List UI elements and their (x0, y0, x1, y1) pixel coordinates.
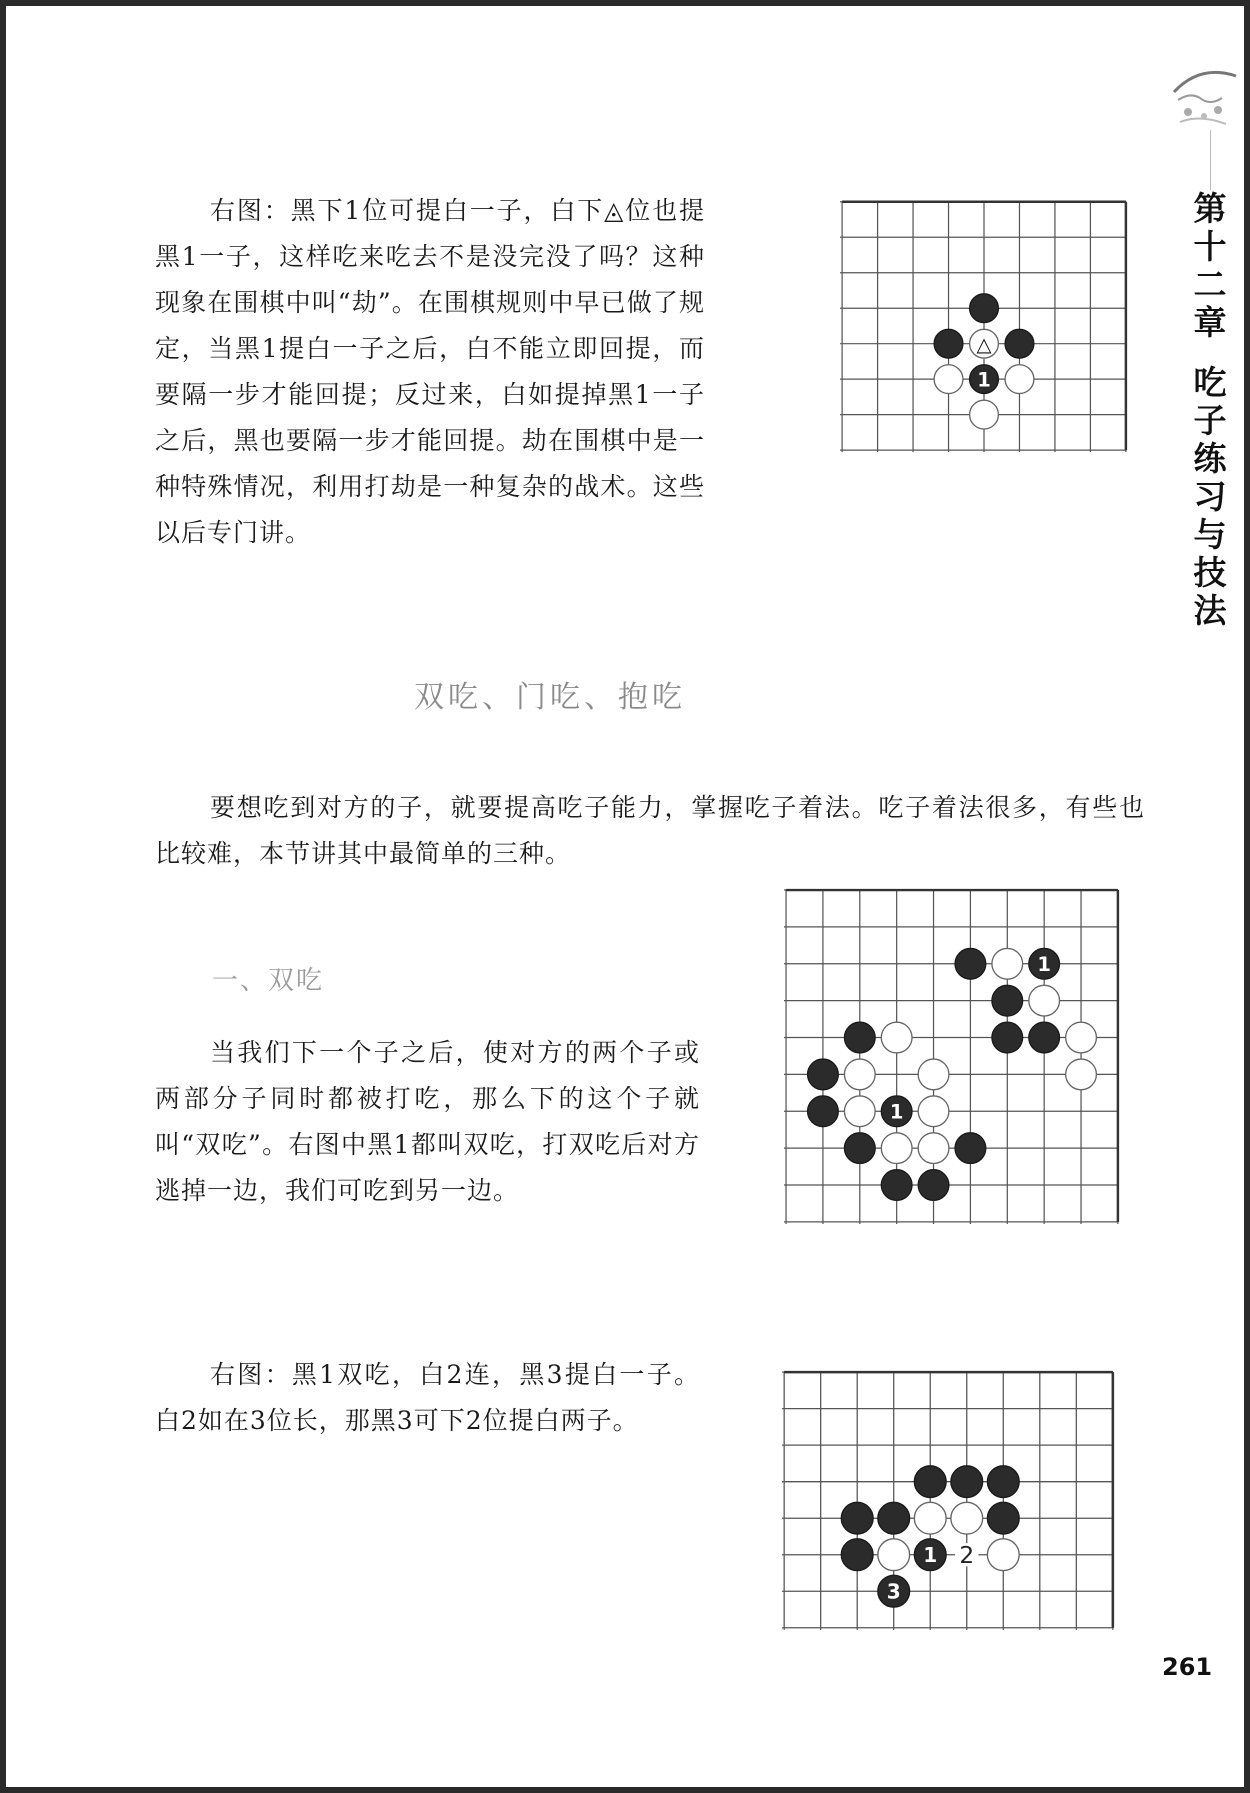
intro-paragraph: 要想吃到对方的子，就要提高吃子能力，掌握吃子着法。吃子着法很多，有些也比较难，本节讲其中最简单的三种。 (155, 793, 1145, 868)
white-stone (1005, 365, 1034, 394)
white-stone (987, 1539, 1019, 1571)
black-stone (955, 1133, 986, 1164)
chapter-char: 与 (1193, 515, 1227, 554)
black-stone (881, 1170, 912, 1201)
capture-diagram (776, 1370, 1121, 1632)
black-stone (970, 294, 999, 323)
page-border-left (0, 0, 6, 1793)
black-stone (841, 1502, 873, 1534)
black-stone (808, 1096, 839, 1127)
capture-example-paragraph: 右图：黑1双吃，白2连，黑3提白一子。白2如在3位长，那黑3可下2位提白两子。 (155, 1360, 700, 1435)
white-stone (1029, 985, 1060, 1016)
white-stone (970, 400, 999, 429)
chapter-char: 法 (1193, 591, 1227, 630)
triangle-mark-label: △ (976, 332, 992, 356)
chapter-char: 章 (1193, 303, 1227, 342)
black-stone (808, 1059, 839, 1090)
black-stone (844, 1022, 875, 1053)
page-border-right (1244, 0, 1250, 1793)
black-stone (992, 1022, 1023, 1053)
double-atari-paragraph: 当我们下一个子之后，使对方的两个子或两部分子同时都被打吃，那么下的这个子就叫“双吃”。右图中黑1都叫双吃，打双吃后对方逃掉一边，我们可吃到另一边。 (155, 1038, 700, 1205)
black-stone (918, 1170, 949, 1201)
chapter-char: 技 (1193, 553, 1227, 592)
chapter-char: 练 (1193, 439, 1227, 478)
black-stone (987, 1466, 1019, 1498)
chapter-ornament-icon (1170, 62, 1238, 132)
black-stone (844, 1133, 875, 1164)
black-stone (878, 1502, 910, 1534)
black-stone (955, 948, 986, 979)
stone-number-label: 1 (923, 1543, 938, 1568)
black-stone (934, 329, 963, 358)
white-stone (881, 1022, 912, 1053)
white-stone (844, 1059, 875, 1090)
stone-number-label: 1 (1037, 952, 1051, 976)
section-title: 双吃、门吃、抱吃 (414, 680, 686, 715)
subheading-double-atari: 一、双吃 (212, 966, 325, 996)
white-stone (1066, 1059, 1097, 1090)
chapter-char: 习 (1193, 477, 1227, 516)
chapter-char: 吃 (1193, 363, 1227, 402)
page-number: 261 (1162, 1653, 1213, 1681)
white-stone (844, 1096, 875, 1127)
stone-number-label: 3 (886, 1579, 901, 1604)
ko-diagram (838, 196, 1130, 460)
black-stone (914, 1466, 946, 1498)
page-border-bottom (0, 1787, 1250, 1793)
ko-explanation-paragraph: 右图：黑下1位可提白一子，白下◬位也提黑1一子，这样吃来吃去不是没完没了吗？这种现象在围棋中叫“劫”。在围棋规则中早已做了规定，当黑1提白一子之后，白不能立即回提，而要隔一步才能回提；反过来，白如提掉黑1一子之后，黑也要隔一步才能回提。劫在围棋中是一种特殊情况，利用打劫是一种复杂的战术。这些以后专门讲。 (155, 196, 705, 547)
chapter-char: 十 (1193, 227, 1227, 266)
white-stone (934, 365, 963, 394)
white-stone (992, 948, 1023, 979)
chapter-char: 二 (1193, 265, 1227, 304)
black-stone (992, 985, 1023, 1016)
white-stone (951, 1502, 983, 1534)
point-label: 2 (959, 1542, 975, 1570)
white-stone (918, 1096, 949, 1127)
stone-number-label: 1 (889, 1100, 904, 1124)
white-stone (1066, 1022, 1097, 1053)
chapter-heading-vertical (1188, 190, 1232, 630)
chapter-char: 第 (1193, 189, 1227, 228)
side-divider (1210, 130, 1211, 190)
chapter-char: 子 (1193, 401, 1227, 440)
white-stone (914, 1502, 946, 1534)
white-stone (918, 1059, 949, 1090)
white-stone (918, 1133, 949, 1164)
page-border-top (0, 0, 1250, 6)
black-stone (951, 1466, 983, 1498)
black-stone (841, 1539, 873, 1571)
black-stone (987, 1502, 1019, 1534)
white-stone (878, 1539, 910, 1571)
white-stone (881, 1133, 912, 1164)
black-stone (1005, 329, 1034, 358)
double-atari-diagram (778, 888, 1128, 1226)
stone-number-label: 1 (977, 368, 991, 392)
black-stone (1029, 1022, 1060, 1053)
